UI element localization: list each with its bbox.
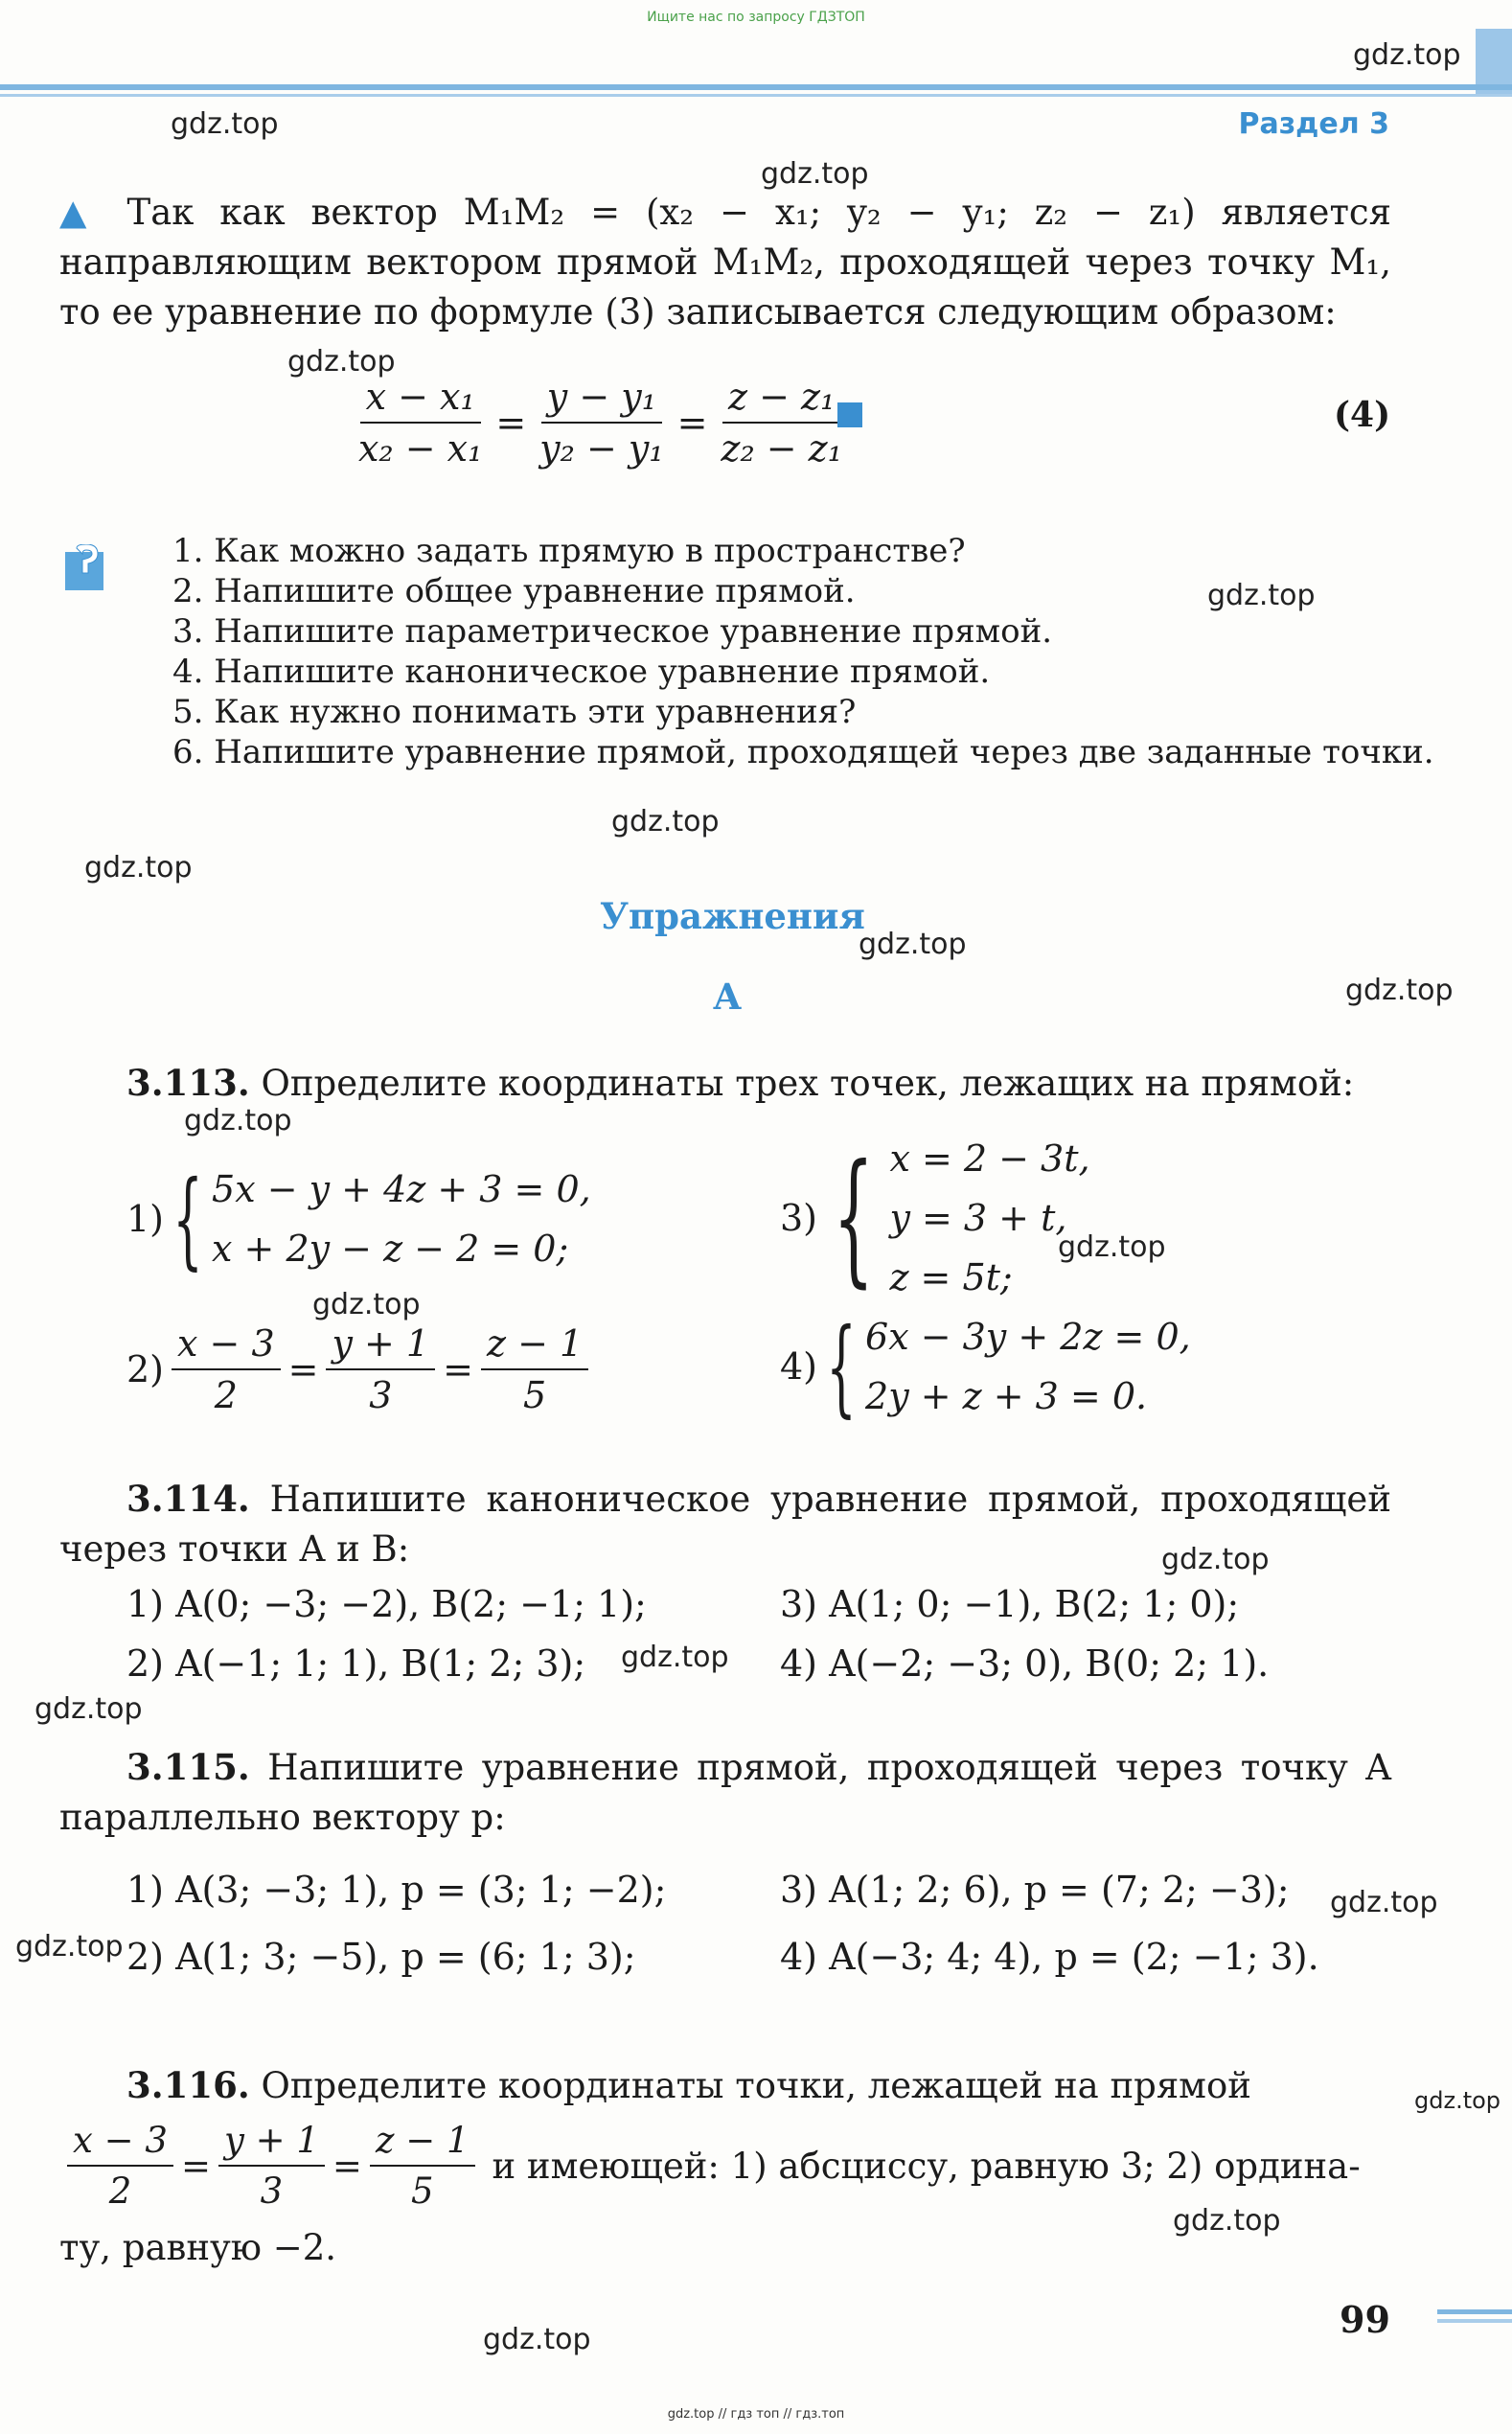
footer-band-thin bbox=[1437, 2319, 1512, 2323]
list-item: 2) A(−1; 1; 1), B(1; 2; 3); bbox=[126, 1642, 586, 1685]
intro-paragraph: ▲ Так как вектор M₁M₂ = (x₂ − x₁; y₂ − y₁; z₂ − z₁) является направляющим вектором прямой M₁M₂, проходящей через точку M₁, то ее уравнение по формуле (3) записывается следующим образом: bbox=[59, 192, 1391, 333]
equation-number: (4) bbox=[1334, 395, 1391, 435]
list-item: 2. Напишите общее уравнение прямой. bbox=[172, 572, 856, 610]
page-number: 99 bbox=[1340, 2298, 1390, 2341]
watermark: gdz.top bbox=[761, 157, 869, 191]
watermark: gdz.top bbox=[15, 1930, 124, 1963]
watermark: gdz.top bbox=[312, 1288, 421, 1321]
list-item: 4) A(−2; −3; 0), B(0; 2; 1). bbox=[780, 1642, 1270, 1685]
level-label: А bbox=[713, 976, 743, 1018]
watermark: gdz.top bbox=[287, 345, 396, 379]
section-label: Раздел 3 bbox=[1238, 107, 1389, 141]
system-2: 2) $\frac{x - 3}{2}$ = $\frac{y + 1}{3}$ = $\frac{z - 1}{5}$ bbox=[126, 1322, 596, 1416]
watermark: gdz.top bbox=[1330, 1886, 1438, 1919]
footer-band bbox=[1437, 2309, 1512, 2314]
watermark: gdz.top bbox=[1345, 974, 1454, 1007]
watermark: gdz.top bbox=[621, 1641, 729, 1674]
list-item: 2) A(1; 3; −5), p = (6; 1; 3); bbox=[126, 1936, 636, 1978]
question-icon bbox=[63, 544, 109, 592]
watermark: gdz.top bbox=[483, 2323, 591, 2356]
watermark: gdz.top bbox=[1207, 579, 1316, 612]
list-item: 4) A(−3; 4; 4), p = (2; −1; 3). bbox=[780, 1936, 1319, 1978]
watermark: gdz.top bbox=[1161, 1543, 1270, 1576]
list-item: 6. Напишите уравнение прямой, проходящей через две заданные точки. bbox=[172, 733, 1434, 771]
list-item: 1) A(0; −3; −2), B(2; −1; 1); bbox=[126, 1583, 647, 1625]
list-item: 1. Как можно задать прямую в пространстве? bbox=[172, 532, 966, 570]
system-3: 3) { x = 2 − 3t, y = 3 + t, z = 5t; bbox=[780, 1135, 1090, 1301]
watermark: gdz.top bbox=[171, 107, 279, 141]
end-proof-icon bbox=[837, 402, 862, 427]
exercises-heading: Упражнения bbox=[600, 895, 865, 937]
exercise-3-116: 3.116. Определите координаты точки, лежащей на прямой bbox=[126, 2064, 1251, 2106]
exercise-3-116-formula: $\frac{x - 3}{2}$ = $\frac{y + 1}{3}$ = $\frac{z - 1}{5}$ и имеющей: 1) абсциссу, равную 3; 2) ордина- bbox=[59, 2120, 1361, 2212]
exercise-3-113: 3.113. Определите координаты трех точек, лежащих на прямой: bbox=[126, 1062, 1355, 1104]
watermark: gdz.top bbox=[611, 805, 720, 838]
top-notice: Ищите нас по запросу ГДЗТОП bbox=[647, 10, 865, 25]
bottom-notice: gdz.top // гдз топ // гдз.топ bbox=[667, 2407, 845, 2422]
list-item: 4. Напишите каноническое уравнение прямой. bbox=[172, 653, 991, 691]
watermark: gdz.top bbox=[1173, 2204, 1281, 2238]
watermark: gdz.top bbox=[184, 1104, 292, 1137]
header-band-thin bbox=[0, 94, 1512, 97]
watermark: gdz.top bbox=[34, 1692, 143, 1726]
list-item: 1) A(3; −3; 1), p = (3; 1; −2); bbox=[126, 1869, 667, 1911]
triangle-icon: ▲ bbox=[59, 192, 102, 233]
list-item: 5. Как нужно понимать эти уравнения? bbox=[172, 693, 857, 731]
exercise-3-115: 3.115. Напишите уравнение прямой, проходящей через точку A параллельно вектору p: bbox=[59, 1746, 1391, 1838]
exercise-3-116-cont: ту, равную −2. bbox=[59, 2227, 337, 2268]
list-item: 3) A(1; 0; −1), B(2; 1; 0); bbox=[780, 1583, 1240, 1625]
canonical-formula: $\frac{\text{x − x₁}}{\text{x₂ − x₁}}$ = $\frac{\text{y − y₁}}{\text{y₂ − y₁}}$ = $\frac{\text{z − z₁}}{\text{z₂ − z₁}}$ bbox=[358, 376, 842, 470]
watermark: gdz.top bbox=[1058, 1230, 1166, 1264]
exercise-3-114: 3.114. Напишите каноническое уравнение прямой, проходящей через точки A и B: bbox=[59, 1478, 1391, 1570]
system-1: 1) { 5x − y + 4z + 3 = 0, x + 2y − z − 2 = 0; bbox=[126, 1158, 591, 1280]
list-item: 3) A(1; 2; 6), p = (7; 2; −3); bbox=[780, 1869, 1290, 1911]
watermark: gdz.top bbox=[1353, 38, 1461, 72]
watermark: gdz.top bbox=[84, 851, 193, 884]
list-item: 3. Напишите параметрическое уравнение прямой. bbox=[172, 612, 1053, 651]
watermark: gdz.top bbox=[859, 928, 967, 961]
watermark: gdz.top bbox=[1414, 2087, 1501, 2114]
system-4: 4) { 6x − 3y + 2z = 0, 2y + z + 3 = 0. bbox=[780, 1305, 1191, 1428]
header-band bbox=[0, 84, 1512, 90]
questions-list bbox=[172, 531, 1445, 772]
